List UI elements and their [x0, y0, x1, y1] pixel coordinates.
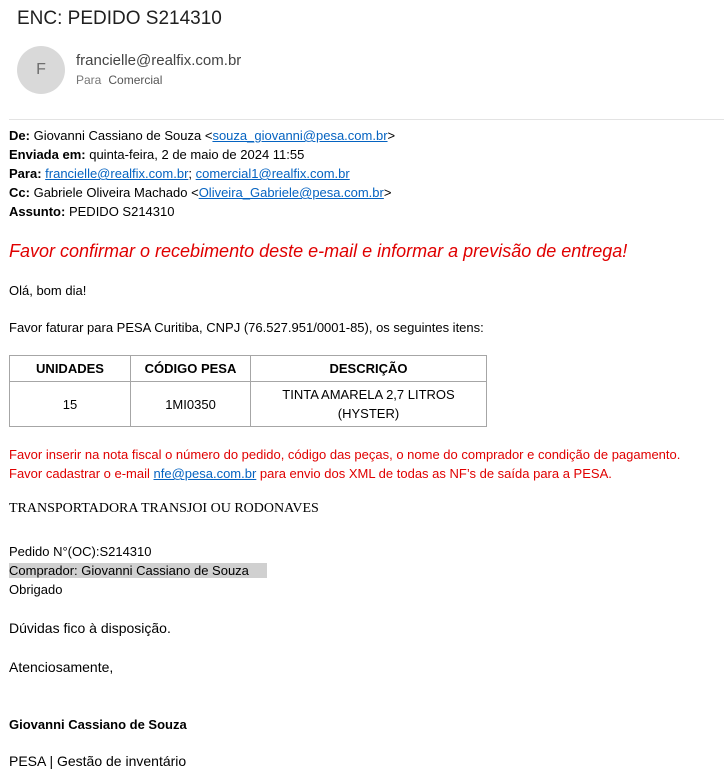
from-email-link[interactable]: souza_giovanni@pesa.com.br — [212, 128, 388, 143]
to-email-link-1[interactable]: francielle@realfix.com.br — [45, 166, 189, 181]
to-value[interactable]: Comercial — [108, 73, 163, 87]
col-unidades: UNIDADES — [10, 356, 131, 382]
cc-name: Gabriele Oliveira Machado < — [33, 185, 199, 200]
items-table — [9, 355, 487, 427]
forward-cc-row — [9, 183, 719, 202]
cell-descricao: TINTA AMARELA 2,7 LITROS (HYSTER) — [251, 382, 487, 427]
cc-end: > — [383, 185, 392, 200]
buyer-highlight: Comprador: Giovanni Cassiano de Souza — [9, 563, 267, 578]
forward-sent-row — [9, 145, 719, 164]
sender-address[interactable]: francielle@realfix.com.br — [76, 52, 242, 69]
table-header-row — [10, 356, 487, 382]
to-email-link-2[interactable]: comercial1@realfix.com.br — [195, 166, 350, 181]
col-descricao: DESCRIÇÃO — [251, 356, 487, 382]
forward-from-row — [9, 126, 719, 145]
regards: Atenciosamente, — [9, 659, 114, 675]
nfe-email-link[interactable]: nfe@pesa.com.br — [153, 466, 257, 481]
table-row — [10, 382, 487, 427]
from-name: Giovanni Cassiano de Souza < — [33, 128, 213, 143]
subject-label: Assunto: — [9, 204, 66, 219]
thanks: Obrigado — [9, 582, 63, 597]
forward-subject-row — [9, 202, 719, 221]
xml-instructions — [9, 464, 719, 483]
forward-to-row — [9, 164, 719, 183]
email-body — [9, 126, 719, 771]
questions-line: Dúvidas fico à disposição. — [9, 620, 171, 636]
buyer-line — [9, 561, 719, 580]
header-divider — [9, 119, 724, 120]
xml-text-b: para envio dos XML de todas as NF’s de saída para a PESA. — [256, 466, 612, 481]
from-end: > — [387, 128, 396, 143]
col-codigo: CÓDIGO PESA — [131, 356, 251, 382]
signature-company: PESA | Gestão de inventário — [9, 753, 187, 769]
greeting: Olá, bom dia! — [9, 283, 87, 298]
to-separator: ; — [188, 166, 196, 181]
transport-line: TRANSPORTADORA TRANSJOI OU RODONAVES — [9, 501, 319, 516]
email-subject: ENC: PEDIDO S214310 — [17, 8, 222, 29]
order-number: Pedido N°(OC):S214310 — [9, 544, 152, 559]
billing-intro: Favor faturar para PESA Curitiba, CNPJ (76.527.951/0001-85), os seguintes itens: — [9, 320, 484, 335]
to-label: Para — [76, 73, 102, 87]
from-label: De: — [9, 128, 30, 143]
sent-label: Enviada em: — [9, 147, 86, 162]
invoice-instructions: Favor inserir na nota fiscal o número do pedido, código das peças, o nome do comprador e condição de pagamento. — [9, 447, 681, 462]
cc-label: Cc: — [9, 185, 30, 200]
to-label-forward: Para: — [9, 166, 42, 181]
sender-avatar[interactable]: F — [17, 46, 65, 94]
signature-name: Giovanni Cassiano de Souza — [9, 717, 187, 732]
cell-unidades: 15 — [10, 382, 131, 427]
cc-email-link[interactable]: Oliveira_Gabriele@pesa.com.br — [198, 185, 384, 200]
recipient-line — [76, 73, 162, 87]
subject-value: PEDIDO S214310 — [68, 204, 175, 219]
xml-text-a: Favor cadastrar o e-mail — [9, 466, 154, 481]
confirmation-headline: Favor confirmar o recebimento deste e-mail e informar a previsão de entrega! — [9, 241, 628, 261]
cell-codigo: 1MI0350 — [131, 382, 251, 427]
sent-value: quinta-feira, 2 de maio de 2024 11:55 — [89, 147, 305, 162]
